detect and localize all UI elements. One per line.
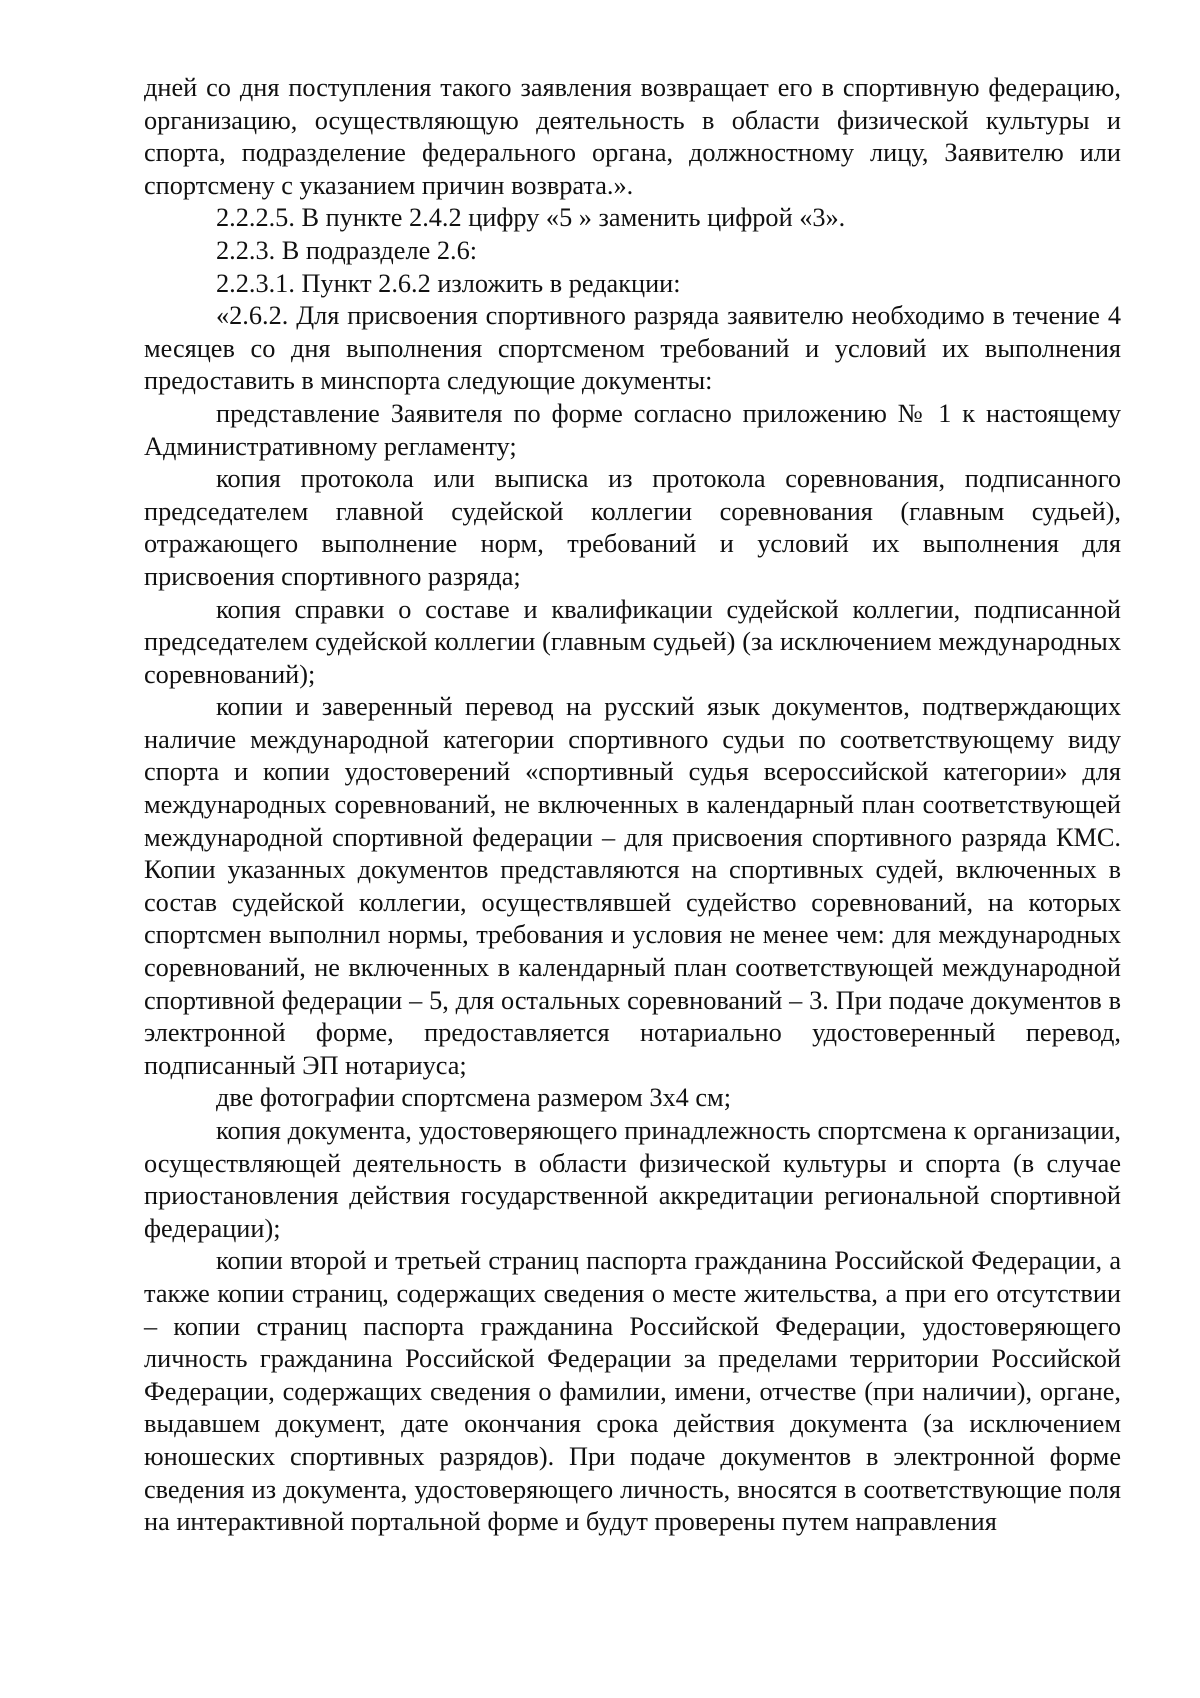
paragraph-item-2-2-2-5: 2.2.2.5. В пункте 2.4.2 цифру «5 » заменить цифрой «3». (216, 203, 846, 233)
paragraph-item-2-2-3: 2.2.3. В подразделе 2.6: (216, 235, 478, 265)
paragraph-organization-document: копия документа, удостоверяющего принадлежность спортсмена к организации, осуществляющей деятельность в области физической культуры и спорта (в случае приостановления действия государственной аккредитации региональной спортивной федерации); (144, 1116, 1121, 1243)
paragraph-international-judges: копии и заверенный перевод на русский язык документов, подтверждающих наличие международной категории спортивного судьи по соответствующему виду спорта и копии удостоверений «спортивный судья всероссийской категории» для международных соревнований, не включенных в календарный план соответствующей международной спортивной федерации – для присвоения спортивного разряда КМС. Копии указанных документов представляются на спортивных судей, включенных в состав судейской коллегии, осуществлявшей судейство соревнований, на которых спортсмен выполнил нормы, требования и условия не менее чем: для международных соревнований, не включенных в календарный план соответствующей международной спортивной федерации – 5, для остальных соревнований – 3. При подаче документов в электронной форме, предоставляется нотариально удостоверенный перевод, подписанный ЭП нотариуса; (144, 692, 1121, 1080)
paragraph-passport-copies: копии второй и третьей страниц паспорта гражданина Российской Федерации, а также копии страниц, содержащих сведения о месте жительства, а при его отсутствии – копии страниц паспорта гражданина Российской Федерации, удостоверяющего личность гражданина Российской Федерации за пределами территории Российской Федерации, содержащих сведения о фамилии, имени, отчестве (при наличии), органе, выдавшем документ, дате окончания срока действия документа (за исключением юношеских спортивных разрядов). При подаче документов в электронной форме сведения из документа, удостоверяющего личность, вносятся в соответствующие поля на интерактивной портальной форме и будут проверены путем направления (144, 1246, 1121, 1537)
paragraph-photos: две фотографии спортсмена размером 3х4 см; (216, 1083, 731, 1113)
paragraph-item-2-2-3-1: 2.2.3.1. Пункт 2.6.2 изложить в редакции: (216, 268, 681, 298)
paragraph-item-2-6-2: «2.6.2. Для присвоения спортивного разряда заявителю необходимо в течение 4 месяцев со дня выполнения спортсменом требований и условий их выполнения предоставить в минспорта следующие документы: (144, 301, 1121, 396)
paragraph-continuation: дней со дня поступления такого заявления возвращает его в спортивную федерацию, организацию, осуществляющую деятельность в области физической культуры и спорта, подразделение федерального органа, должностному лицу, Заявителю или спортсмену с указанием причин возврата.». (144, 73, 1121, 200)
document-page (144, 72, 1121, 1539)
paragraph-applicant-submission: представление Заявителя по форме согласно приложению № 1 к настоящему Административному регламенту; (144, 398, 1121, 461)
paragraph-protocol-copy: копия протокола или выписка из протокола соревнования, подписанного председателем главной судейской коллегии соревнования (главным судьей), отражающего выполнение норм, требований и условий их выполнения для присвоения спортивного разряда; (144, 464, 1121, 591)
paragraph-judges-certificate: копия справки о составе и квалификации судейской коллегии, подписанной председателем судейской коллегии (главным судьей) (за исключением международных соревнований); (144, 594, 1121, 689)
